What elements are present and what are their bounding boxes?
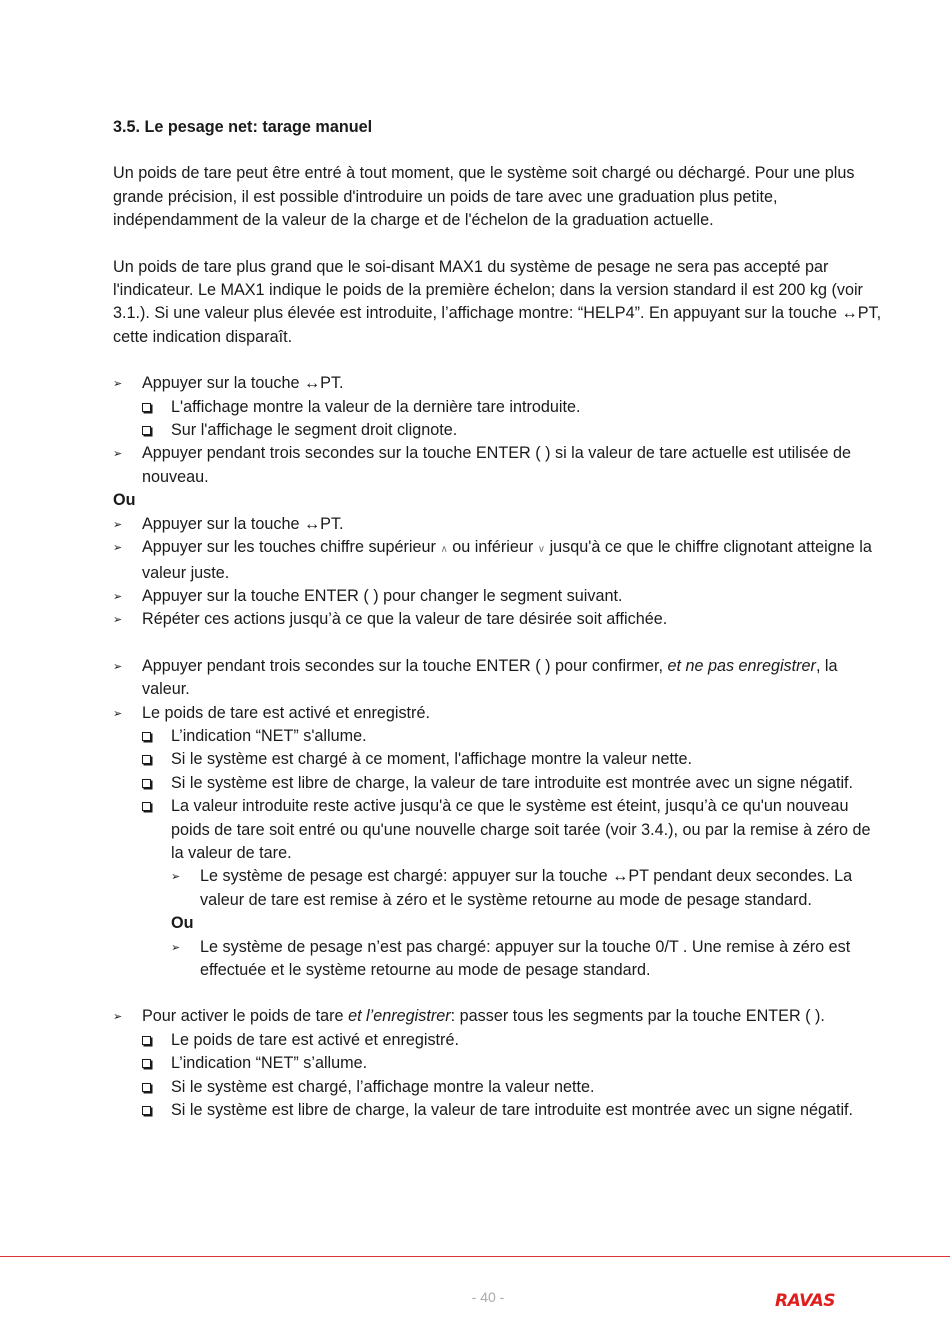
document-page	[113, 116, 883, 1122]
substep-segment-blinks: Sur l'affichage le segment droit clignote.	[142, 419, 883, 442]
or-label: Ou	[113, 491, 136, 510]
substep-free-negative: Si le système est libre de charge, la valeur de tare introduite est montrée avec un signe négatif.	[142, 772, 883, 795]
substeps-list-4	[142, 1029, 883, 1123]
substep-net-on-2: L’indication “NET” s’allume.	[142, 1052, 883, 1075]
step-press-pt	[113, 372, 883, 395]
steps-list-3	[113, 655, 883, 725]
footer-divider	[0, 1256, 950, 1257]
substep-text: La valeur introduite reste active jusqu'à ce que le système est éteint, jusqu’à ce qu'un nouveau poids de tare soit entré ou qu'une nouvelle charge soit tarée (voir 3.4.), ou par la remise à zéro de la valeur de tare.	[171, 797, 871, 862]
steps-list-1	[113, 372, 883, 395]
steps-list-4	[113, 1005, 883, 1028]
step-text: ou inférieur	[447, 538, 538, 557]
substep-display-last-tare: L'affichage montre la valeur de la dernière tare introduite.	[142, 396, 883, 419]
emphasis-text: et ne pas enregistrer	[667, 656, 816, 675]
step-press-enter-reuse: ➢ Appuyer pendant trois secondes sur la touche ENTER ( ) si la valeur de tare actuelle est utilisée de nouveau.	[113, 442, 883, 489]
step-text: , la valeur.	[142, 656, 838, 699]
nested-step-unloaded: ➢ Le système de pesage n’est pas chargé: appuyer sur la touche 0/T . Une remise à zéro est effectuée et le système retourne au mode de pesage standard.	[171, 936, 883, 983]
substep-activated: Le poids de tare est activé et enregistré.	[142, 1029, 883, 1052]
paragraph-max1: Un poids de tare plus grand que le soi-disant MAX1 du système de pesage ne sera pas accepté par l'indicateur. Le MAX1 indique le poids de la première échelon; dans la version standard il est 200 kg (voir 3.1.). Si une valeur plus élevée est introduite, l’affichage montre: “HELP4”. En appuyant sur la touche ↔PT, cette indication disparaît.	[113, 257, 882, 346]
step-text: Appuyer pendant trois secondes sur la touche ENTER ( ) pour confirmer,	[142, 656, 668, 675]
step-text: Appuyer sur les touches chiffre supérieur	[142, 538, 441, 557]
substeps-list-1	[142, 396, 883, 443]
substep-loaded-net-2: Si le système est chargé, l’affichage montre la valeur nette.	[142, 1076, 883, 1099]
page-number: - 40 -	[471, 1289, 505, 1305]
down-arrow-icon: ∨	[537, 544, 546, 556]
step-activate-and-save	[113, 1005, 883, 1028]
step-tare-activated: ➢ Le poids de tare est activé et enregistré.	[113, 702, 883, 725]
nested-steps-2	[171, 936, 883, 983]
paragraph-intro: Un poids de tare peut être entré à tout moment, que le système soit chargé ou déchargé. Pour une plus grande précision, il est possible d'introduire un poids de tare avec une graduation plus petite, indépendamment de la valeur de la charge et de l'échelon de la graduation actuelle.	[113, 164, 855, 230]
steps-list-1b	[113, 442, 883, 489]
step-text: jusqu'à ce que le chiffre clignotant atteigne la valeur juste.	[142, 538, 872, 582]
step-press-pt-2: ➢ Appuyer sur la touche ↔PT.	[113, 513, 883, 536]
substep-free-negative-2: Si le système est libre de charge, la valeur de tare introduite est montrée avec un signe négatif.	[142, 1099, 883, 1122]
logo-text: RAVAS	[775, 1291, 835, 1309]
step-enter-next-segment: ➢ Appuyer sur la touche ENTER ( ) pour changer le segment suivant.	[113, 585, 883, 608]
step-text: Pour activer le poids de tare	[142, 1007, 349, 1026]
steps-list-2	[113, 513, 883, 632]
section-heading: 3.5. Le pesage net: tarage manuel	[113, 118, 373, 136]
substeps-list-3	[142, 725, 883, 982]
nested-step-loaded: ➢ Le système de pesage est chargé: appuyer sur la touche ↔PT pendant deux secondes. La valeur de tare est remise à zéro et le système retourne au mode de pesage standard.	[171, 865, 883, 912]
step-confirm-no-save	[113, 655, 883, 702]
emphasis-text: et l’enregistrer	[348, 1007, 451, 1026]
substep-net-on: L’indication “NET” s'allume.	[142, 725, 883, 748]
step-text: Appuyer sur la touche ↔PT.	[142, 374, 344, 393]
nested-steps	[171, 865, 883, 912]
substep-value-remains	[142, 795, 883, 982]
ravas-logo	[774, 1289, 836, 1309]
step-repeat: ➢ Répéter ces actions jusqu’à ce que la valeur de tare désirée soit affichée.	[113, 608, 883, 631]
or-label-nested: Ou	[171, 914, 194, 933]
substep-loaded-net: Si le système est chargé à ce moment, l'affichage montre la valeur nette.	[142, 748, 883, 771]
up-arrow-icon: ∧	[440, 544, 448, 556]
step-digit-keys	[113, 536, 883, 585]
step-text: : passer tous les segments par la touche ENTER ( ).	[450, 1007, 825, 1026]
